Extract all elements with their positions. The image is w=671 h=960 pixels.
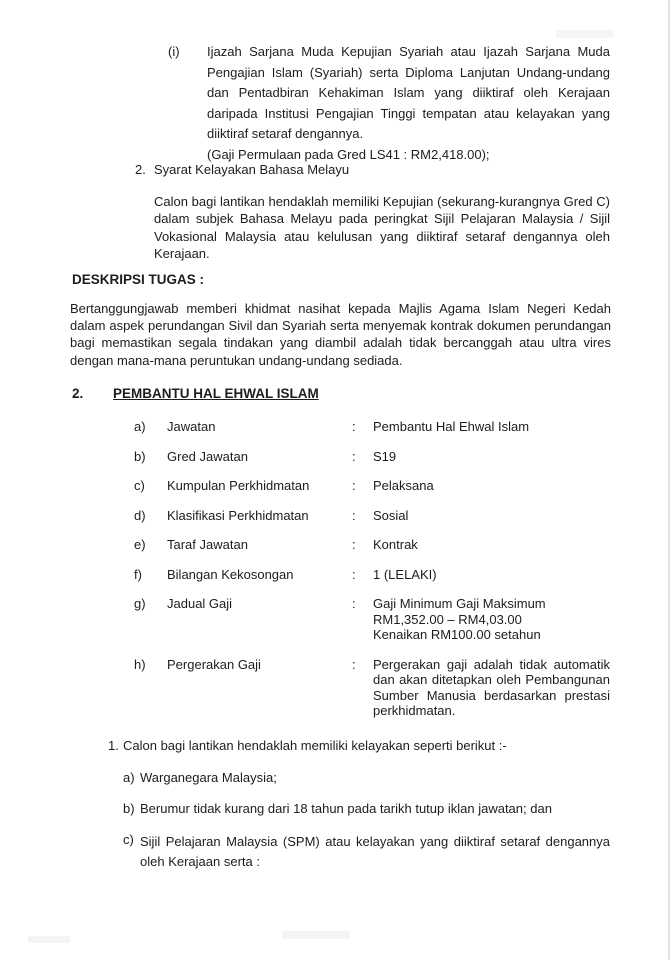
salary-increment: Kenaikan RM100.00 setahun	[373, 627, 541, 642]
detail-value: Kontrak	[373, 537, 418, 552]
detail-separator: :	[352, 448, 356, 464]
detail-marker: h)	[134, 656, 146, 672]
position-details-list	[134, 419, 610, 733]
detail-separator: :	[352, 566, 356, 582]
detail-row-kumpulan	[134, 478, 610, 494]
requirement-item-citizenship	[123, 770, 610, 786]
detail-separator: :	[352, 507, 356, 523]
detail-separator: :	[352, 656, 356, 672]
detail-marker: c)	[134, 478, 145, 493]
detail-marker: b)	[134, 448, 146, 464]
detail-label: Kumpulan Perkhidmatan	[167, 478, 310, 493]
requirement-text: Warganegara Malaysia;	[140, 770, 277, 785]
requirements-intro-text: Calon bagi lantikan hendaklah memiliki kelayakan seperti berikut :-	[123, 738, 507, 753]
detail-label: Pergerakan Gaji	[167, 656, 261, 672]
requirement-text: Sijil Pelajaran Malaysia (SPM) atau kelayakan yang diiktiraf setaraf dengannya oleh Kerajaan serta :	[140, 834, 610, 869]
language-requirement-number: 2.	[135, 162, 146, 177]
requirement-item-spm	[123, 832, 610, 872]
requirements-intro	[108, 738, 610, 754]
detail-value: Sosial	[373, 507, 409, 523]
language-requirement-title: Syarat Kelayakan Bahasa Melayu	[154, 162, 350, 177]
requirement-marker: b)	[123, 801, 135, 816]
detail-value: Pergerakan gaji adalah tidak automatik dan akan ditetapkan oleh Pembangunan Sumber Manusia berdasarkan prestasi perkhidmatan.	[373, 656, 610, 718]
detail-row-jadual-gaji	[134, 596, 610, 643]
detail-label: Jadual Gaji	[167, 596, 233, 611]
detail-marker: e)	[134, 537, 146, 552]
detail-label: Jawatan	[167, 419, 216, 434]
detail-marker: a)	[134, 419, 146, 434]
detail-separator: :	[352, 419, 356, 434]
position-heading	[72, 386, 319, 401]
detail-value: 1 (LELAKI)	[373, 566, 437, 582]
position-number: 2.	[72, 386, 84, 401]
scan-smudge	[28, 936, 70, 943]
qualification-item-marker: (i)	[168, 44, 180, 59]
job-description-text: Bertanggungjawab memberi khidmat nasihat kepada Majlis Agama Islam Negeri Kedah dalam aspek perundangan Sivil dan Syariah serta menyemak kontrak dokumen perundangan bagi memastikan segala tindakan yang diambil adalah tidak bercanggah atau ultra vires dengan mana-mana peruntukan undang-undang sediada.	[70, 301, 611, 368]
requirement-item-age	[123, 801, 610, 817]
detail-row-jawatan	[134, 419, 610, 435]
starting-salary-note: (Gaji Permulaan pada Gred LS41 : RM2,418.00);	[207, 146, 490, 162]
scan-edge-line	[668, 0, 670, 960]
detail-row-gred	[134, 449, 610, 465]
detail-label: Bilangan Kekosongan	[167, 566, 294, 582]
detail-value: Pembantu Hal Ehwal Islam	[373, 419, 530, 434]
detail-value-salary-schedule	[373, 596, 610, 643]
requirement-marker: a)	[123, 770, 135, 785]
detail-row-taraf	[134, 537, 610, 553]
detail-label: Taraf Jawatan	[167, 537, 248, 552]
detail-separator: :	[352, 478, 356, 493]
language-requirement-section	[135, 162, 610, 263]
language-requirement-text: Calon bagi lantikan hendaklah memiliki Kepujian (sekurang-kurangnya Gred C) dalam subjek Bahasa Melayu pada peringkat Sijil Pelajaran Malaysia / Sijil Vokasional Malaysia atau kelulusan yang diiktiraf setaraf dengannya oleh Kerajaan.	[154, 194, 610, 262]
position-title: PEMBANTU HAL EHWAL ISLAM	[113, 386, 319, 401]
requirement-marker: c)	[123, 832, 134, 847]
detail-separator: :	[352, 537, 356, 552]
requirements-intro-number: 1.	[108, 738, 119, 753]
scan-smudge	[282, 931, 350, 939]
job-description-heading: DESKRIPSI TUGAS :	[72, 272, 205, 287]
salary-range-heading: Gaji Minimum Gaji Maksimum	[373, 596, 546, 611]
requirement-text: Berumur tidak kurang dari 18 tahun pada tarikh tutup iklan jawatan; dan	[140, 801, 552, 816]
detail-marker: d)	[134, 507, 146, 523]
qualification-item	[168, 42, 610, 165]
detail-label: Gred Jawatan	[167, 448, 248, 464]
detail-row-klasifikasi	[134, 508, 610, 524]
detail-separator: :	[352, 596, 356, 611]
detail-row-kekosongan	[134, 567, 610, 583]
requirements-section	[108, 738, 610, 887]
qualification-item-text: Ijazah Sarjana Muda Kepujian Syariah atau Ijazah Sarjana Muda Pengajian Islam (Syariah) serta Diploma Lanjutan Undang-undang dan Pentadbiran Kehakiman Islam yang diiktiraf oleh Kerajaan daripada Institusi Pengajian Tinggi tempatan atau kelayakan yang diiktiraf setaraf dengannya.	[207, 44, 610, 141]
detail-marker: g)	[134, 596, 146, 611]
detail-marker: f)	[134, 566, 142, 582]
detail-value: S19	[373, 448, 397, 464]
detail-label: Klasifikasi Perkhidmatan	[167, 507, 309, 523]
detail-row-pergerakan-gaji	[134, 657, 610, 719]
salary-range-values: RM1,352.00 – RM4,03.00	[373, 611, 522, 627]
scan-smudge	[556, 30, 614, 38]
detail-value: Pelaksana	[373, 478, 434, 493]
